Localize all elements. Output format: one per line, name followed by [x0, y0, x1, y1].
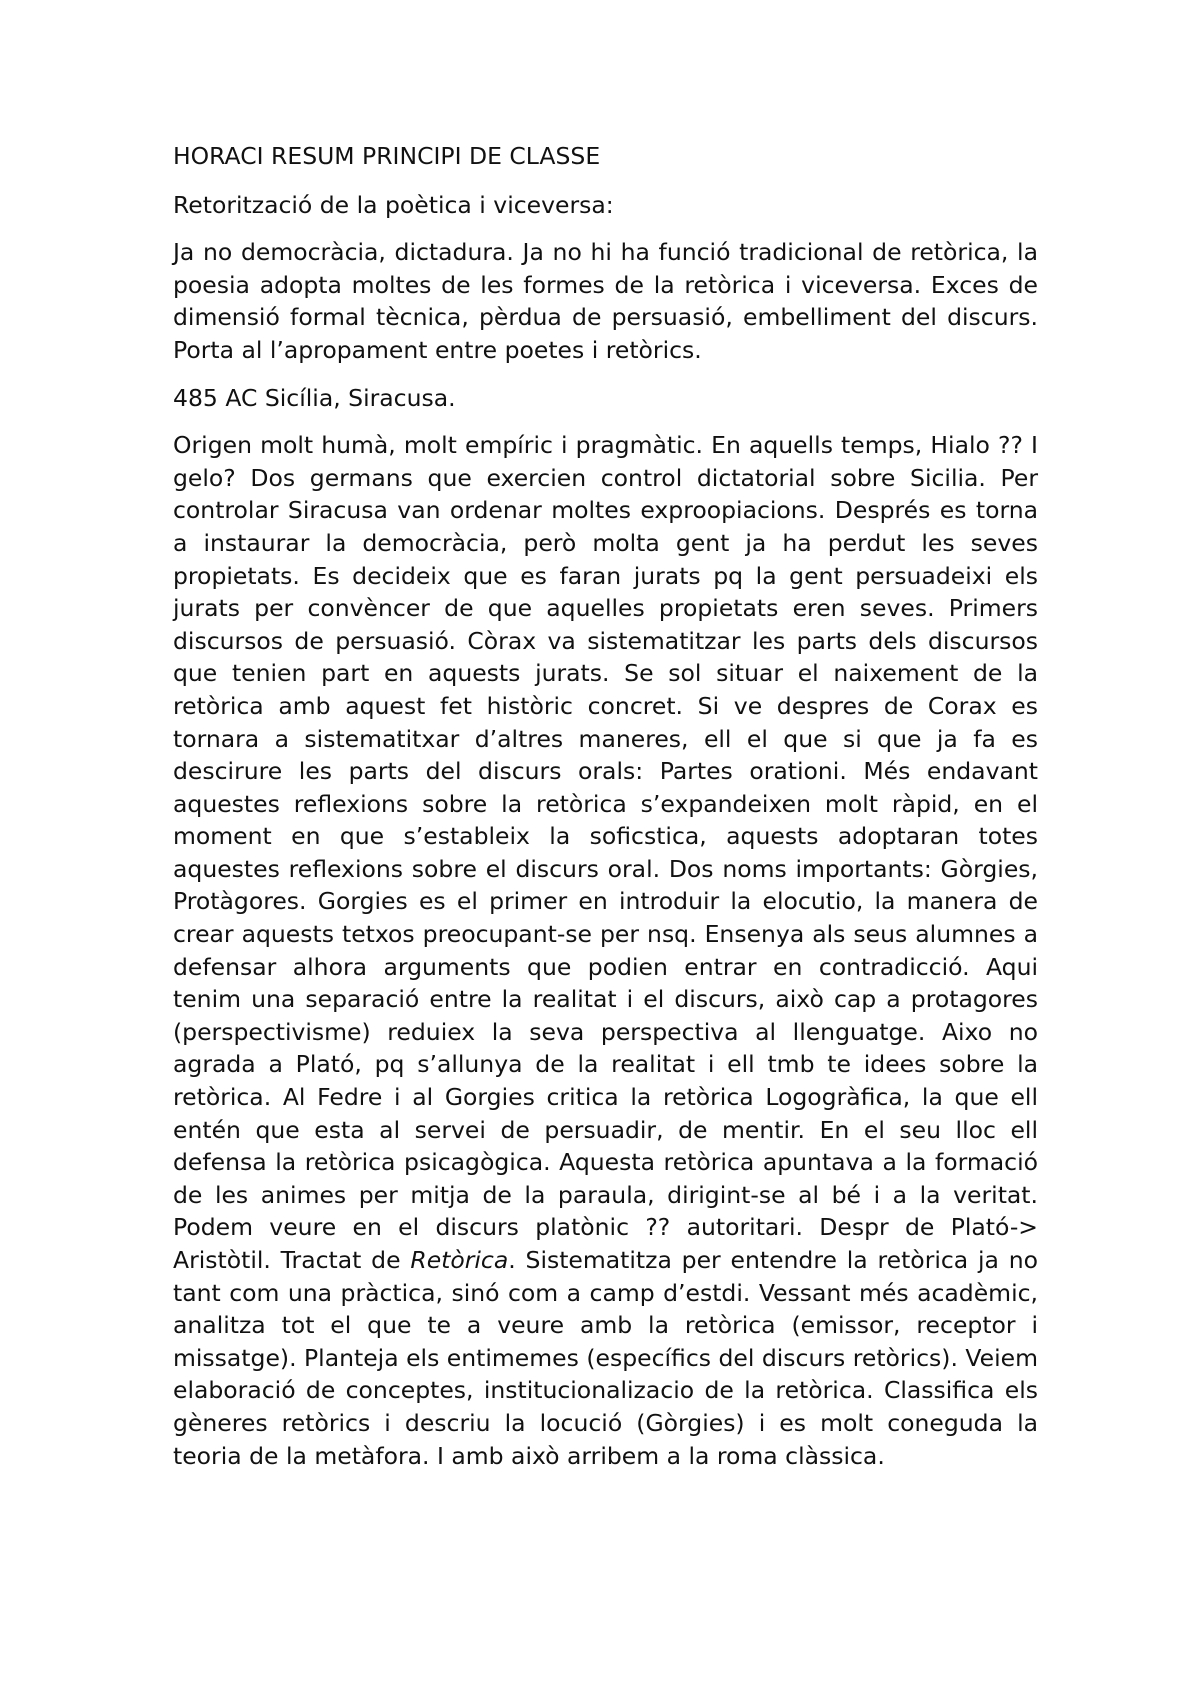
paragraph-origin	[173, 429, 1038, 1472]
paragraph-date-place: 485 AC Sicília, Siracusa.	[173, 383, 456, 412]
document-title: HORACI RESUM PRINCIPI DE CLASSE	[173, 142, 601, 170]
paragraph-origin-part-b: . Sistematitza per entendre la retòrica ja no tant com una pràctica, sinó com a camp d’estdi. Vessant més acadèmic, analitza tot el que te a veure amb la retòrica (emissor, receptor i missatge). Planteja els entimemes (específics del discurs retòrics). Veiem elaboració de conceptes, institucionalizacio de la retòrica. Classifica els gèneres retòrics i descriu la locució (Gòrgies) i es molt coneguda la teoria de la metàfora. I amb això arribem a la roma clàssica.	[173, 1246, 1039, 1470]
paragraph-intro: Ja no democràcia, dictadura. Ja no hi ha funció tradicional de retòrica, la poesia adopta moltes de les formes de la retòrica i viceversa. Exces de dimensió formal tècnica, pèrdua de persuasió, embelliment del discurs. Porta al l’apropament entre poetes i retòrics.	[173, 238, 1038, 364]
paragraph-origin-part-a: Origen molt humà, molt empíric i pragmàtic. En aquells temps, Hialo ?? I gelo? Dos germans que exercien control dictatorial sobre Sicilia. Per controlar Siracusa van ordenar moltes exproopiacions. Després es torna a instaurar la democràcia, però molta gent ja ha perdut les seves propietats. Es decideix que es faran jurats pq la gent persuadeixi els jurats per convèncer de que aquelles propietats eren seves. Primers discursos de persuasió. Còrax va sistematitzar les parts dels discursos que tenien part en aquests jurats. Se sol situar el naixement de la retòrica amb aquest fet històric concret. Si ve despres de Corax es tornara a sistematitxar d’altres maneres, ell el que si que ja fa es descirure les parts del discurs orals: Partes orationi. Més endavant aquestes reflexions sobre la retòrica s’expandeixen molt ràpid, en el moment en que s’estableix la soficstica, aquests adoptaran totes aquestes reflexions sobre el discurs oral. Dos noms importants: Gòrgies, Protàgores. Gorgies es el primer en introduir la elocutio, la manera de crear aquests tetxos preocupant-se per nsq. Ensenya als seus alumnes a defensar alhora arguments que podien entrar en contradicció. Aqui tenim una separació entre la realitat i el discurs, això cap a protagores (perspectivisme) reduiex la seva perspectiva al llenguatge. Aixo no agrada a Plató, pq s’allunya de la realitat i ell tmb te idees sobre la retòrica. Al Fedre i al Gorgies critica la retòrica Logogràfica, la que ell entén que esta al servei de persuadir, de mentir. En el seu lloc ell defensa la retòrica psicagògica. Aquesta retòrica apuntava a la formació de les animes per mitja de la paraula, dirigint-se al bé i a la veritat. Podem veure en el discurs platònic ?? autoritari. Despr de Plató-> Aristòtil. Tractat de	[173, 431, 1038, 1274]
document-body	[173, 140, 1038, 1487]
paragraph-origin-italic-title: Retòrica	[410, 1246, 509, 1274]
document-subtitle: Retorització de la poètica i viceversa:	[173, 190, 614, 219]
